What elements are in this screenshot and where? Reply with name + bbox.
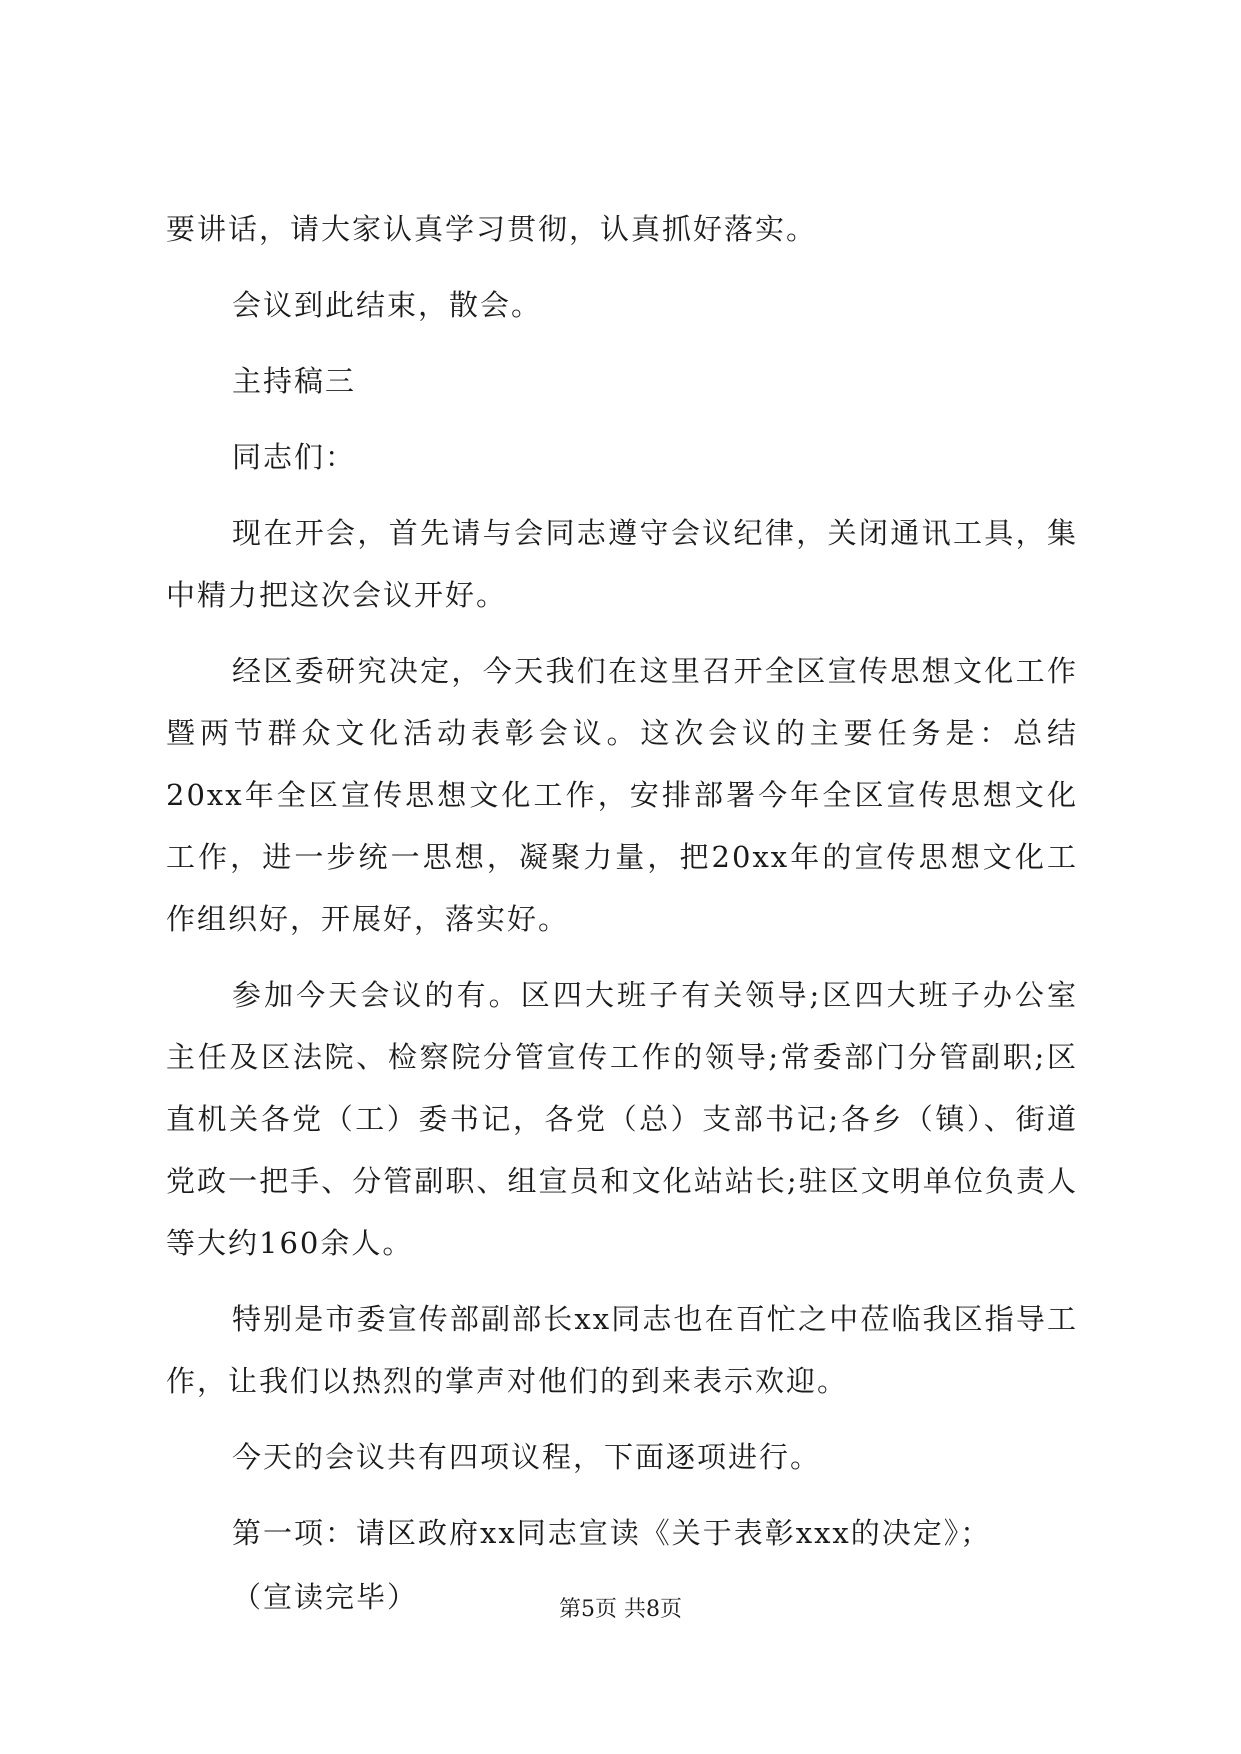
paragraph-10: 第一项：请区政府xx同志宣读《关于表彰xxx的决定》； bbox=[232, 1516, 992, 1550]
salutation: 同志们： bbox=[232, 440, 357, 474]
paragraph-2: 会议到此结束，散会。 bbox=[232, 288, 543, 322]
paragraph-11: （宣读完毕） bbox=[232, 1580, 419, 1614]
section-heading: 主持稿三 bbox=[232, 364, 357, 398]
page-number-footer: 第5页 共8页 bbox=[559, 1597, 682, 1622]
paragraph-8: 特别是市委宣传部副部长xx同志也在百忙之中莅临我区指导工作，让我们以热烈的掌声对他们的到来表示欢迎。 bbox=[166, 1302, 1078, 1398]
document-body bbox=[166, 198, 1078, 1642]
paragraph-7: 参加今天会议的有。区四大班子有关领导;区四大班子办公室主任及区法院、检察院分管宣传工作的领导;常委部门分管副职;区直机关各党（工）委书记，各党（总）支部书记;各乡（镇）、街道党政一把手、分管副职、组宣员和文化站站长;驻区文明单位负责人等大约160余人。 bbox=[166, 978, 1078, 1260]
paragraph-1: 要讲话，请大家认真学习贯彻，认真抓好落实。 bbox=[166, 212, 818, 246]
paragraph-9: 今天的会议共有四项议程，下面逐项进行。 bbox=[232, 1440, 822, 1474]
paragraph-5: 现在开会，首先请与会同志遵守会议纪律，关闭通讯工具，集中精力把这次会议开好。 bbox=[166, 516, 1078, 612]
paragraph-6: 经区委研究决定，今天我们在这里召开全区宣传思想文化工作暨两节群众文化活动表彰会议。这次会议的主要任务是：总结20xx年全区宣传思想文化工作，安排部署今年全区宣传思想文化工作，进一步统一思想，凝聚力量，把20xx年的宣传思想文化工作组织好，开展好，落实好。 bbox=[166, 654, 1078, 936]
